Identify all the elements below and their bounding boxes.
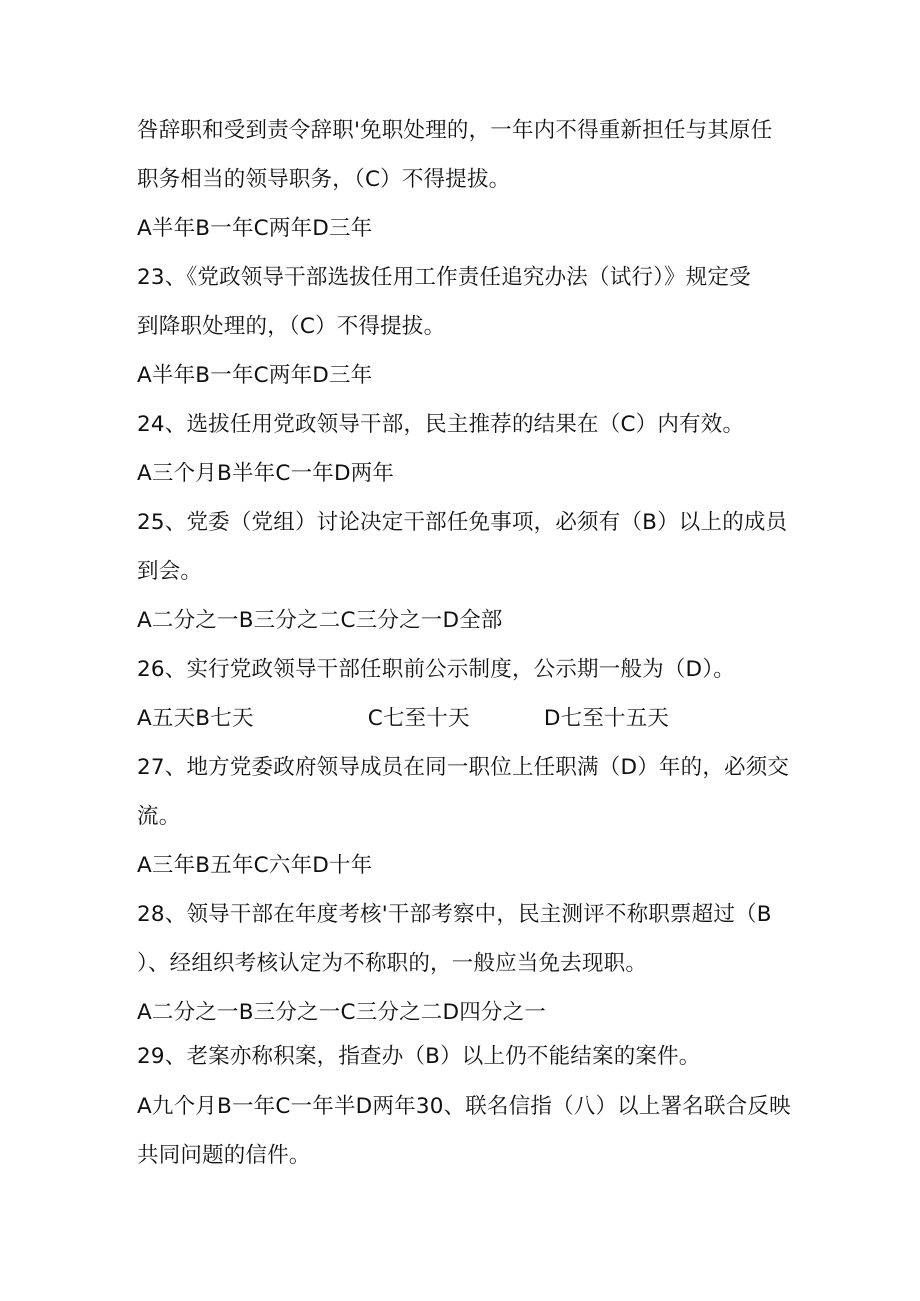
question-28: 28、领导干部在年度考核'干部考察中，民主测评不称职票超过（B [137,902,772,927]
option-ab: A五天B七天 [137,706,254,731]
option-c: C七至十天 [367,706,470,731]
question-23: 23、《党政领导干部选拔任用工作责任追究办法（试行）》规定受 [137,265,751,290]
text-line: 职务相当的领导职务，（C）不得提拔。 [137,167,511,192]
text-line: 流。 [137,804,181,829]
question-25: 25、党委（党组）讨论决定干部任免事项，必须有（B）以上的成员 [137,510,788,535]
answer-options-q30: A九个月B一年C一年半D两年30、联名信指（八）以上署名联合反映 [137,1094,791,1119]
text-line: 到会。 [137,559,203,584]
answer-options: A三个月B半年C一年D两年 [137,461,395,486]
question-26: 26、实行党政领导干部任职前公示制度，公示期一般为（D）。 [137,657,735,682]
question-24: 24、选拔任用党政领导干部，民主推荐的结果在（C）内有效。 [137,412,745,437]
answer-options: A半年B一年C两年D三年 [137,363,373,388]
option-d: D七至十五天 [543,706,670,731]
answer-options-q26 [137,706,669,732]
answer-options: A二分之一B三分之二C三分之一D全部 [137,608,503,633]
text-line: 共同问题的信件。 [137,1143,311,1168]
answer-options: A二分之一B三分之一C三分之二D四分之一 [137,1000,547,1025]
question-29: 29、老案亦称积案，指查办（B）以上仍不能结案的案件。 [137,1044,701,1069]
text-line: 到降职处理的，（C）不得提拔。 [137,314,446,339]
text-line: ）、经组织考核认定为不称职的，一般应当免去现职。 [137,951,648,976]
question-27: 27、地方党委政府领导成员在同一职位上任职满（D）年的，必须交 [137,755,790,780]
answer-options: A半年B一年C两年D三年 [137,216,373,241]
answer-options: A三年B五年C六年D十年 [137,853,373,878]
text-line: 咎辞职和受到责令辞职'免职处理的，一年内不得重新担任与其原任 [137,118,773,143]
